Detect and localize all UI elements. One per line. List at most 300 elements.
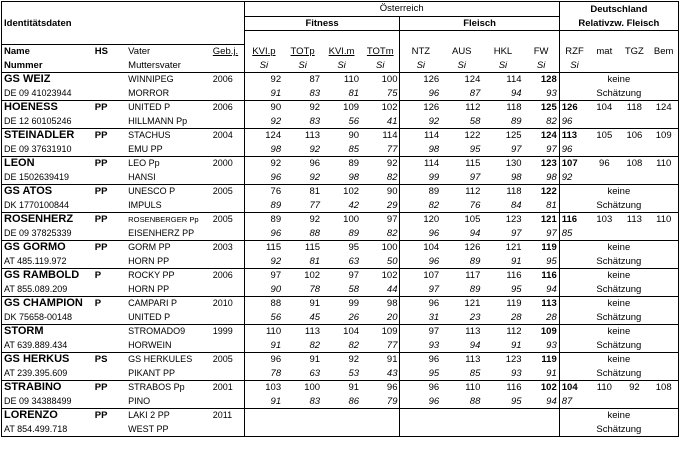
bull-row — [2, 409, 679, 423]
kvip-si — [244, 423, 283, 437]
fw-value: 123 — [540, 158, 557, 170]
fw-value: 125 — [540, 102, 557, 114]
fw-value: 113 — [541, 298, 557, 310]
keine-label: keine — [559, 185, 678, 199]
ntz-si: 31 — [400, 311, 441, 325]
ntz-si: 99 — [400, 171, 441, 185]
hs-header: HS — [93, 45, 126, 59]
vater-value: UNITED P — [128, 102, 171, 113]
bull-row-sub — [2, 227, 679, 241]
bull-name: HOENESS — [2, 101, 93, 115]
col-aus: AUS — [451, 46, 472, 57]
bull-name: GS RAMBOLD — [2, 269, 93, 283]
mat-value: 104 — [596, 102, 613, 114]
bull-ranking-table — [1, 1, 679, 437]
hkl-value: 116 — [506, 382, 522, 394]
totm-si: 29 — [361, 199, 400, 213]
kvim-si: 56 — [322, 115, 361, 129]
schaetzung-label: Schätzung — [559, 283, 678, 297]
kvip-si: 92 — [244, 115, 283, 129]
totm-si: 79 — [361, 395, 400, 409]
aus-value: 105 — [464, 214, 481, 226]
bull-nummer: DE 09 37631910 — [2, 143, 93, 157]
col-mat: mat — [596, 46, 613, 57]
rzf-value: 116 — [559, 213, 589, 227]
bull-name: GS HERKUS — [2, 353, 93, 367]
aus-value: 121 — [464, 298, 481, 310]
ntz-si: 92 — [400, 115, 441, 129]
aus-si: 85 — [441, 367, 482, 381]
fw-si: 95 — [524, 255, 560, 269]
si-label: Si — [322, 59, 361, 73]
hs-empty — [93, 339, 126, 353]
kvim-si — [322, 423, 361, 437]
bull-nummer: DE 12 60105246 — [2, 115, 93, 129]
bull-row — [2, 241, 679, 255]
hkl-value: 121 — [505, 242, 522, 254]
bem-value: 110 — [649, 157, 678, 171]
kvim-si: 82 — [322, 339, 361, 353]
bull-name: STORM — [2, 325, 93, 339]
aus-value: 122 — [464, 130, 481, 142]
bull-nummer: DE 09 37825339 — [2, 227, 93, 241]
muttersvater-value: EISENHERZ PP — [126, 227, 211, 241]
muttersvater-value: HORN PP — [126, 255, 211, 269]
col-totp: TOTp — [290, 46, 315, 57]
aus-value: 124 — [464, 74, 481, 86]
ntz-value: 114 — [400, 129, 441, 143]
totp-si: 82 — [283, 339, 322, 353]
hs-value: PP — [94, 410, 108, 422]
bull-nummer: AT 639.889.434 — [2, 339, 93, 353]
totp-value: 113 — [304, 326, 321, 338]
ntz-si: 98 — [400, 143, 441, 157]
muttersvater-value: HORN PP — [126, 283, 211, 297]
bem-empty — [649, 227, 678, 241]
fw-value: 122 — [540, 186, 557, 198]
vater-value: GORM PP — [128, 242, 171, 253]
col-kvim: KVI.m — [328, 46, 355, 57]
ntz-value: 104 — [400, 241, 441, 255]
bull-name: STRABINO — [2, 381, 93, 395]
kvim-si: 58 — [322, 283, 361, 297]
aus-si: 97 — [441, 171, 482, 185]
hkl-si: 95 — [482, 283, 523, 297]
totm-si: 82 — [361, 227, 400, 241]
kvim-value: 102 — [343, 186, 360, 198]
hs-value: PP — [94, 130, 108, 142]
name-header: Name — [2, 45, 93, 59]
hs-empty — [93, 227, 126, 241]
totm-si — [361, 423, 400, 437]
fw-si: 93 — [524, 87, 560, 101]
totm-value: 92 — [386, 158, 398, 170]
hs-empty — [93, 143, 126, 157]
gebj-empty — [211, 87, 244, 101]
aus-si: 89 — [441, 283, 482, 297]
kvim-si: 85 — [322, 143, 361, 157]
kvip-value: 110 — [244, 325, 283, 339]
totp-value: 87 — [309, 74, 321, 86]
col-hkl: HKL — [493, 46, 513, 57]
gebj-empty — [211, 423, 244, 437]
muttersvater-value: IMPULS — [126, 199, 211, 213]
hs-value: P — [94, 298, 102, 310]
vater-value: LAKI 2 PP — [128, 410, 170, 421]
bem-value: 108 — [649, 381, 678, 395]
hs-empty — [93, 255, 126, 269]
gebj-value: 2005 — [212, 354, 233, 365]
vater-value: GS HERKULES — [128, 354, 193, 365]
bull-nummer: DE 09 34388499 — [2, 395, 93, 409]
bull-name: STEINADLER — [2, 129, 93, 143]
vater-header: Vater — [126, 45, 211, 59]
ntz-si — [400, 423, 441, 437]
bem-empty — [649, 171, 678, 185]
kvip-value: 92 — [244, 73, 283, 87]
gebj-value: 2006 — [212, 270, 233, 281]
vater-value: LEO Pp — [128, 158, 160, 169]
mat-value: 103 — [596, 214, 613, 226]
hs-empty — [93, 423, 126, 437]
keine-label: keine — [559, 353, 678, 367]
rzf-si: 96 — [559, 143, 589, 157]
hkl-si: 91 — [482, 255, 523, 269]
bull-row — [2, 157, 679, 171]
schaetzung-label: Schätzung — [559, 311, 678, 325]
muttersvater-value: HILLMANN Pp — [126, 115, 211, 129]
hs-value: PP — [94, 186, 108, 198]
muttersvater-value: HORWEIN — [126, 339, 211, 353]
gebj-empty — [211, 339, 244, 353]
mat-empty — [589, 115, 619, 129]
gebj-header: Geb.j. — [211, 45, 244, 59]
totp-value: 92 — [309, 214, 321, 226]
hs-empty — [93, 395, 126, 409]
fw-value: 116 — [541, 270, 557, 282]
ntz-value: 96 — [400, 381, 441, 395]
totm-si: 75 — [361, 87, 400, 101]
kvip-value: 92 — [244, 157, 283, 171]
rzf-value: 107 — [559, 157, 589, 171]
tgz-value: 118 — [626, 102, 642, 114]
vater-value: WINNIPEG — [128, 74, 174, 85]
bull-row-sub — [2, 311, 679, 325]
fw-value: 124 — [540, 130, 557, 142]
bull-row — [2, 353, 679, 367]
kvim-si: 81 — [322, 87, 361, 101]
bull-row — [2, 269, 679, 283]
schaetzung-label: Schätzung — [559, 255, 678, 269]
hkl-value: 114 — [506, 74, 522, 86]
totm-value: 102 — [381, 270, 398, 282]
aus-si: 23 — [441, 311, 482, 325]
hs-value: PP — [94, 102, 108, 114]
fw-si: 97 — [524, 227, 560, 241]
muttersvater-value: HANSI — [126, 171, 211, 185]
totp-si: 88 — [283, 227, 322, 241]
totp-si: 77 — [283, 199, 322, 213]
kvip-value: 88 — [244, 297, 283, 311]
hkl-si: 98 — [482, 171, 523, 185]
muttersvater-value: WEST PP — [126, 423, 211, 437]
fw-si — [524, 423, 560, 437]
fw-value: 109 — [540, 326, 557, 338]
bull-row-sub — [2, 171, 679, 185]
ntz-value: 114 — [400, 157, 441, 171]
fw-value: 128 — [540, 74, 557, 86]
totm-si: 77 — [361, 339, 400, 353]
oesterreich-header: Österreich — [244, 2, 559, 17]
hkl-value: 118 — [506, 102, 522, 114]
fw-value: 119 — [541, 354, 557, 366]
totp-value: 115 — [304, 242, 321, 254]
bull-nummer: AT 239.395.609 — [2, 367, 93, 381]
fw-value — [524, 409, 560, 423]
vater-value: STROMADO9 — [128, 326, 186, 337]
kvip-si: 89 — [244, 199, 283, 213]
kvim-si: 86 — [322, 395, 361, 409]
keine-label: keine — [559, 73, 678, 87]
totp-value: 100 — [304, 382, 321, 394]
tgz-empty — [619, 395, 649, 409]
kvim-si: 63 — [322, 255, 361, 269]
gebj-empty — [211, 199, 244, 213]
totm-si: 77 — [361, 143, 400, 157]
muttersvater-value: EMU PP — [126, 143, 211, 157]
muttersvater-value: PINO — [126, 395, 211, 409]
kvim-value: 89 — [348, 158, 360, 170]
bull-row-sub — [2, 283, 679, 297]
aus-value — [441, 409, 482, 423]
hkl-si: 94 — [482, 87, 523, 101]
fw-si: 82 — [524, 115, 560, 129]
kvip-value: 97 — [244, 269, 283, 283]
bull-name: LEON — [2, 157, 93, 171]
si-label: Si — [524, 59, 560, 73]
ntz-si: 82 — [400, 199, 441, 213]
kvim-si: 53 — [322, 367, 361, 381]
aus-si: 94 — [441, 339, 482, 353]
fitness-header: Fitness — [244, 16, 400, 31]
tgz-value: 113 — [626, 214, 642, 226]
vater-value: ROSENBERGER Pp — [128, 215, 199, 225]
bull-nummer: AT 854.499.718 — [2, 423, 93, 437]
vater-value: CAMPARI P — [128, 298, 178, 309]
rzf-si: 87 — [559, 395, 589, 409]
hs-empty — [93, 367, 126, 381]
tgz-value: 108 — [626, 158, 643, 170]
schaetzung-label: Schätzung — [559, 199, 678, 213]
totp-value: 92 — [309, 102, 321, 114]
col-fw: FW — [533, 46, 549, 57]
col-rzf: RZF — [559, 45, 589, 59]
hkl-value: 112 — [506, 326, 522, 338]
si-label: Si — [361, 59, 400, 73]
mat-value: 105 — [596, 130, 613, 142]
bull-row-sub — [2, 367, 679, 381]
ntz-si: 97 — [400, 283, 441, 297]
hkl-si: 97 — [482, 143, 523, 157]
kvip-si: 96 — [244, 171, 283, 185]
totm-value: 91 — [386, 354, 398, 366]
tgz-empty — [619, 115, 649, 129]
gebj-empty — [211, 283, 244, 297]
ntz-value: 107 — [400, 269, 441, 283]
hkl-value — [482, 409, 523, 423]
mat-empty — [589, 227, 619, 241]
fw-si: 97 — [524, 143, 560, 157]
muttersvater-header: Muttersvater — [126, 59, 211, 73]
hs-value: P — [94, 270, 102, 282]
aus-si: 94 — [441, 227, 482, 241]
aus-si: 89 — [441, 255, 482, 269]
totm-value: 90 — [386, 186, 398, 198]
totm-value: 98 — [386, 298, 398, 310]
gebj-value: 2003 — [212, 242, 233, 253]
ntz-value: 120 — [400, 213, 441, 227]
gebj-value: 2005 — [212, 186, 233, 197]
bull-row-sub — [2, 143, 679, 157]
keine-label: keine — [559, 269, 678, 283]
gebj-empty — [211, 367, 244, 381]
bull-row-sub — [2, 339, 679, 353]
kvim-value: 92 — [348, 354, 360, 366]
kvip-si: 56 — [244, 311, 283, 325]
bull-row — [2, 73, 679, 87]
totm-value: 102 — [381, 102, 398, 114]
kvip-value: 124 — [244, 129, 283, 143]
kvip-value: 76 — [244, 185, 283, 199]
kvim-value: 100 — [343, 214, 360, 226]
totp-si: 92 — [283, 171, 322, 185]
hkl-value: 130 — [505, 158, 522, 170]
col-ntz: NTZ — [400, 45, 441, 59]
kvim-value — [322, 409, 361, 423]
totm-value: 109 — [381, 326, 398, 338]
totp-value: 113 — [304, 130, 321, 142]
bull-name: GS ATOS — [2, 185, 93, 199]
kvip-value: 103 — [244, 381, 283, 395]
hkl-value: 119 — [506, 298, 522, 310]
bull-nummer: AT 855.089.209 — [2, 283, 93, 297]
hs-empty — [93, 87, 126, 101]
keine-label: keine — [559, 325, 678, 339]
bem-value: 124 — [649, 101, 678, 115]
fw-si: 91 — [524, 367, 560, 381]
kvim-value: 109 — [343, 102, 360, 114]
hs-value — [93, 73, 126, 87]
rzf-value: 113 — [559, 129, 589, 143]
totp-si: 63 — [283, 367, 322, 381]
gebj-value: 2000 — [212, 158, 233, 169]
hkl-value: 125 — [505, 130, 522, 142]
hs-value: PP — [94, 382, 108, 394]
gebj-empty — [211, 143, 244, 157]
bull-name: GS GORMO — [2, 241, 93, 255]
hkl-value: 116 — [506, 270, 522, 282]
schaetzung-label: Schätzung — [559, 339, 678, 353]
mat-empty — [589, 143, 619, 157]
fw-si: 93 — [524, 339, 560, 353]
bull-row — [2, 185, 679, 199]
kvim-value: 91 — [348, 382, 360, 394]
vater-value: UNESCO P — [128, 186, 176, 197]
ntz-si: 96 — [400, 395, 441, 409]
bem-empty — [649, 395, 678, 409]
aus-value: 117 — [465, 270, 481, 282]
kvim-value: 104 — [343, 326, 360, 338]
rzf-si: 85 — [559, 227, 589, 241]
kvip-si: 91 — [244, 339, 283, 353]
kvim-si: 26 — [322, 311, 361, 325]
hkl-si: 28 — [482, 311, 523, 325]
totp-si: 45 — [283, 311, 322, 325]
kvip-si: 90 — [244, 283, 283, 297]
aus-si — [441, 423, 482, 437]
kvim-value: 90 — [348, 130, 360, 142]
aus-si: 76 — [441, 199, 482, 213]
bull-row — [2, 325, 679, 339]
totp-value: 96 — [309, 158, 321, 170]
gebj-value: 2001 — [212, 382, 233, 393]
si-label: Si — [559, 59, 589, 73]
bull-nummer: DK 75658-00148 — [2, 311, 93, 325]
mat-empty — [589, 171, 619, 185]
hs-value: PP — [94, 214, 108, 226]
ntz-si: 93 — [400, 339, 441, 353]
gebj-value: 2005 — [212, 214, 233, 225]
bull-row — [2, 381, 679, 395]
aus-value: 110 — [465, 382, 481, 394]
hs-value: PS — [94, 354, 108, 366]
kvim-si: 42 — [322, 199, 361, 213]
kvip-value: 96 — [244, 353, 283, 367]
ntz-value: 126 — [400, 101, 441, 115]
totm-value: 100 — [381, 242, 398, 254]
hkl-si: 95 — [482, 395, 523, 409]
fw-value: 102 — [540, 382, 557, 394]
tgz-value: 106 — [626, 130, 643, 142]
totp-si: 78 — [283, 283, 322, 297]
totp-si: 83 — [283, 395, 322, 409]
totm-si: 41 — [361, 115, 400, 129]
hkl-si: 93 — [482, 367, 523, 381]
kvim-value: 95 — [348, 242, 360, 254]
gebj-value: 2006 — [212, 102, 233, 113]
bem-empty — [649, 115, 678, 129]
aus-value: 112 — [465, 102, 481, 114]
si-label: Si — [283, 59, 322, 73]
kvip-si: 98 — [244, 143, 283, 157]
totm-si: 43 — [361, 367, 400, 381]
gebj-value: 1999 — [212, 326, 233, 337]
kvip-value: 115 — [244, 241, 283, 255]
totp-value: 102 — [304, 270, 321, 282]
bem-empty — [649, 143, 678, 157]
ntz-value: 96 — [400, 353, 441, 367]
tgz-empty — [619, 171, 649, 185]
bull-nummer: DE 1502639419 — [2, 171, 93, 185]
rzf-value: 104 — [559, 381, 589, 395]
relativzw-header: Relativzw. Fleisch — [559, 16, 678, 31]
keine-label: keine — [559, 297, 678, 311]
gebj-value: 2010 — [212, 298, 233, 309]
bull-row-sub — [2, 423, 679, 437]
hkl-value: 118 — [506, 186, 522, 198]
kvip-si: 91 — [244, 87, 283, 101]
bull-row-sub — [2, 115, 679, 129]
